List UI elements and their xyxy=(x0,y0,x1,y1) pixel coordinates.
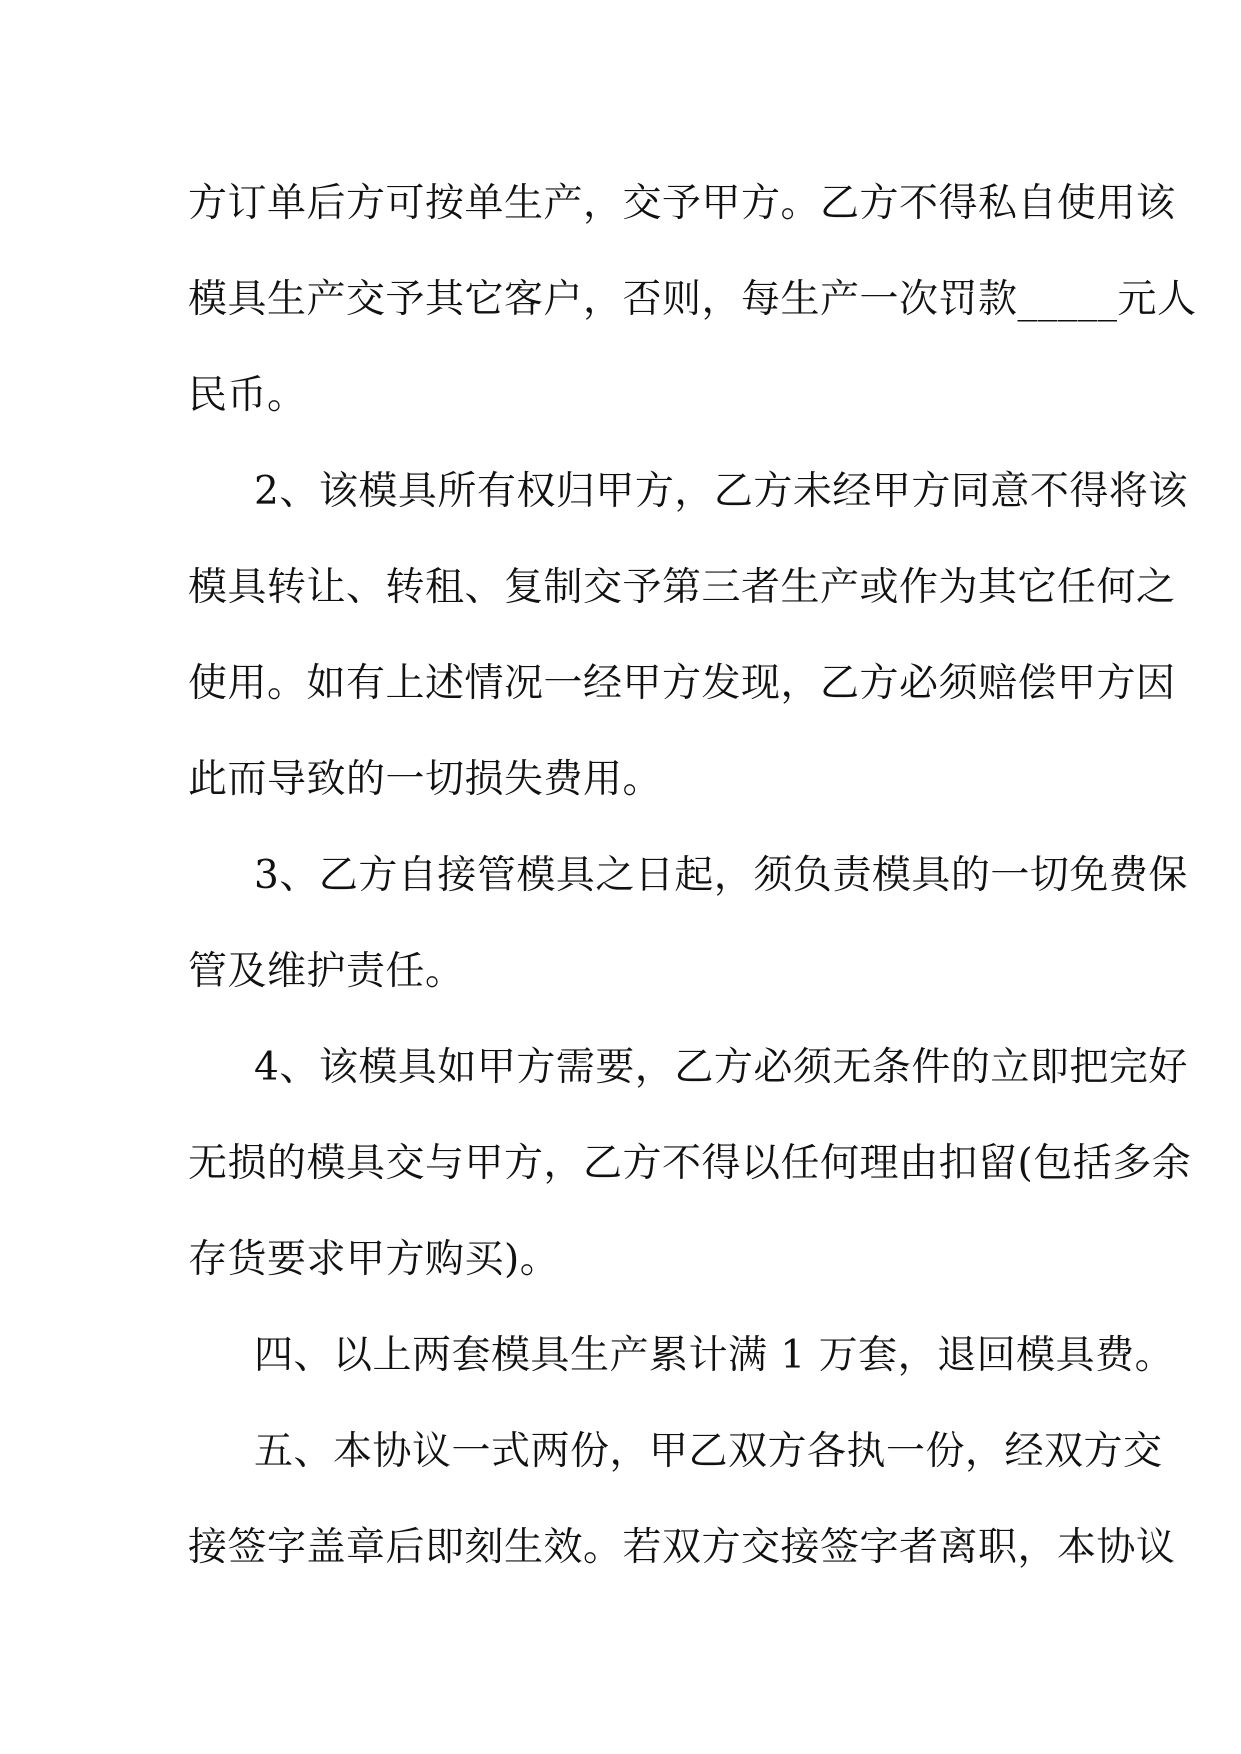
text-line-7: 此而导致的一切损失费用。 xyxy=(188,757,663,802)
text-line-15: 接签字盖章后即刻生效。若双方交接签字者离职，本协议 xyxy=(188,1525,1176,1570)
text-line-13: 四、以上两套模具生产累计满 1 万套，退回模具费。 xyxy=(254,1333,1175,1378)
text-line-6: 使用。如有上述情况一经甲方发现，乙方必须赔偿甲方因 xyxy=(188,661,1176,706)
text-line-14: 五、本协议一式两份，甲乙双方各执一份，经双方交 xyxy=(254,1429,1163,1474)
text-line-12: 存货要求甲方购买)。 xyxy=(188,1237,560,1282)
text-line-8: 3、乙方自接管模具之日起，须负责模具的一切免费保 xyxy=(254,853,1188,898)
text-line-11: 无损的模具交与甲方，乙方不得以任何理由扣留(包括多余 xyxy=(188,1141,1192,1186)
text-line-5: 模具转让、转租、复制交予第三者生产或作为其它任何之 xyxy=(188,565,1176,610)
text-line-3: 民币。 xyxy=(188,373,307,418)
text-line-10: 4、该模具如甲方需要，乙方必须无条件的立即把完好 xyxy=(254,1045,1188,1090)
text-line-2: 模具生产交予其它客户，否则，每生产一次罚款_____元人 xyxy=(188,277,1197,322)
text-line-9: 管及维护责任。 xyxy=(188,949,465,994)
text-line-1: 方订单后方可按单生产，交予甲方。乙方不得私自使用该 xyxy=(188,181,1176,226)
text-line-4: 2、该模具所有权归甲方，乙方未经甲方同意不得将该 xyxy=(254,469,1188,514)
